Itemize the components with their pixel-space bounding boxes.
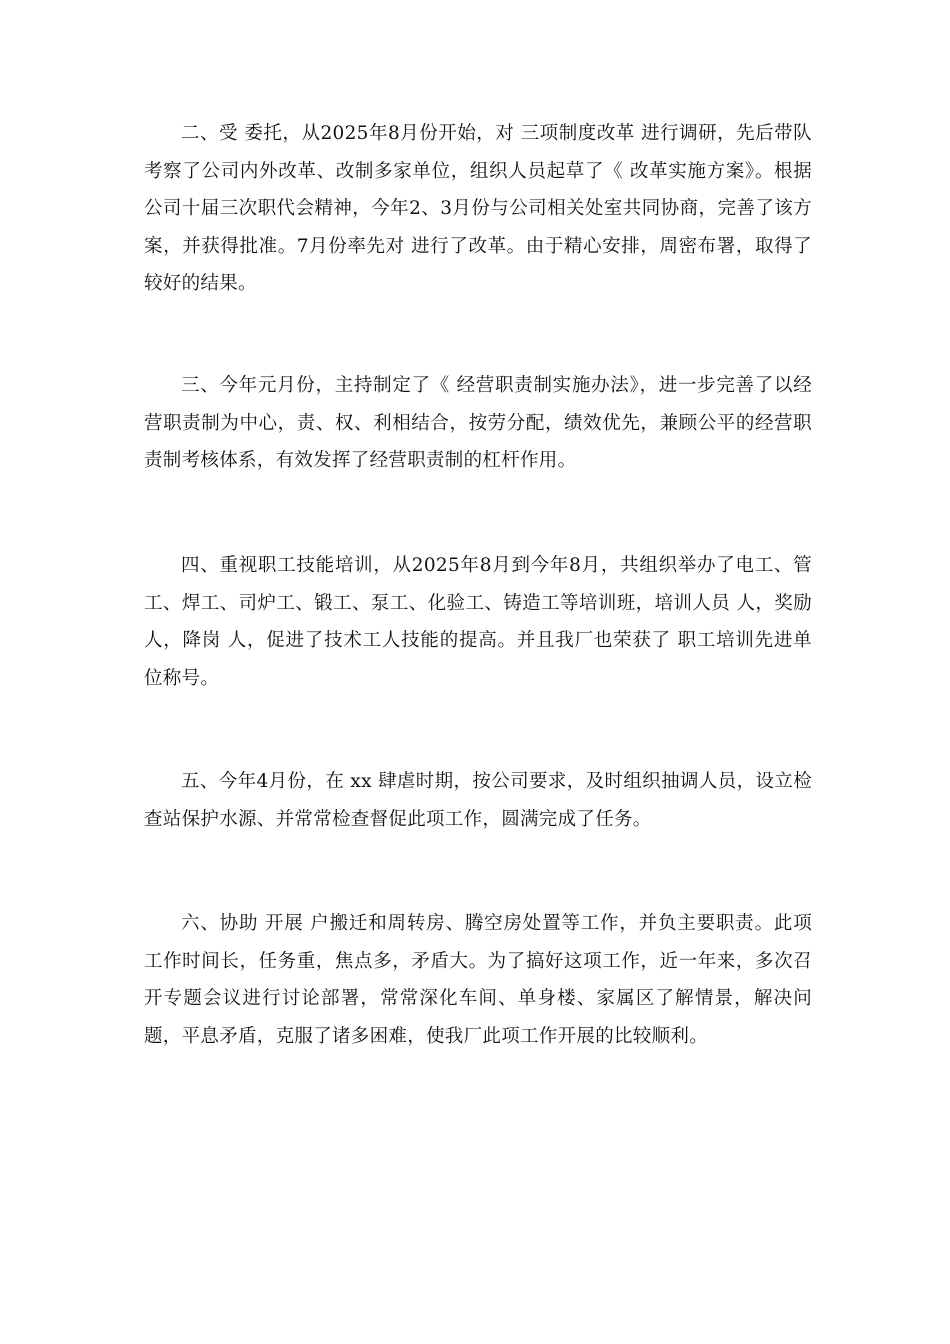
paragraph-item-5: 五、今年4月份，在 xx 肆虐时期，按公司要求，及时组织抽调人员，设立检查站保护水源、并常常检查督促此项工作，圆满完成了任务。 <box>144 771 812 830</box>
paragraph-item-6: 六、协助 开展 户搬迁和周转房、腾空房处置等工作，并负主要职责。此项工作时间长，任务重，焦点多，矛盾大。为了搞好这项工作，近一年来，多次召开专题会议进行讨论部署，常常深化车间、单身楼、家属区了解情景，解决问题，平息矛盾，克服了诸多困难，使我厂此项工作开展的比较顺利。 <box>144 913 812 1047</box>
paragraph-item-4: 四、重视职工技能培训，从2025年8月到今年8月，共组织举办了电工、管工、焊工、司炉工、锻工、泵工、化验工、铸造工等培训班，培训人员 人，奖励 人，降岗 人，促进了技术工人技能的提高。并且我厂也荣获了 职工培训先进单位称号。 <box>144 555 812 689</box>
paragraph-item-3: 三、今年元月份，主持制定了《 经营职责制实施办法》，进一步完善了以经营职责制为中心，责、权、利相结合，按劳分配，绩效优先，兼顾公平的经营职责制考核体系，有效发挥了经营职责制的杠杆作用。 <box>144 375 812 471</box>
paragraph-item-2: 二、受 委托，从2025年8月份开始，对 三项制度改革 进行调研，先后带队考察了公司内外改革、改制多家单位，组织人员起草了《 改革实施方案》。根据公司十届三次职代会精神，今年2、3月份与公司相关处室共同协商，完善了该方案，并获得批准。7月份率先对 进行了改革。由于精心安排，周密布署，取得了较好的结果。 <box>144 123 812 294</box>
